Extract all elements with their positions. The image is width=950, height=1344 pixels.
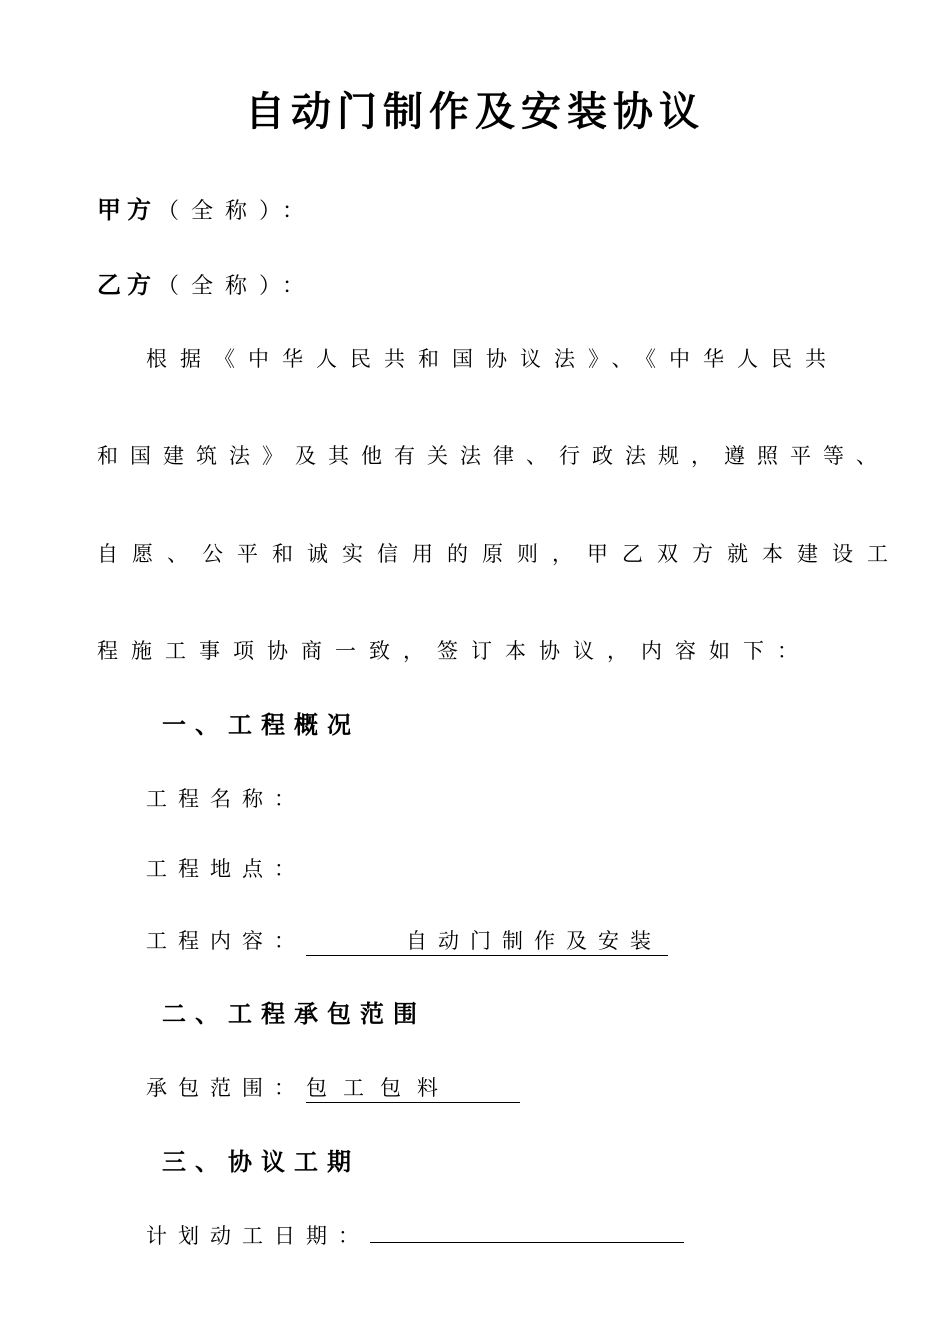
section-3-heading: 三、协议工期 [162,1148,360,1176]
start-date-field [146,1218,684,1250]
section-2-heading: 二、工程承包范围 [162,1000,426,1028]
party-b-label: 乙方 [97,271,157,299]
party-a-suffix: （全称）： [157,199,317,224]
start-date-blank [370,1218,684,1243]
project-content-label: 工程内容： [146,929,306,953]
intro-line-1: 根据《中华人民共和国协议法》、《中华人民共 [146,347,839,371]
section-1-heading: 一、工程概况 [162,711,360,739]
document-title: 自动门制作及安装协议 [245,89,705,135]
party-a-label: 甲方 [97,196,157,224]
start-date-label: 计划动工日期： [146,1224,370,1248]
project-content-field [146,925,668,956]
project-location-field [146,853,306,883]
intro-line-4: 程施工事项协商一致，签订本协议，内容如下： [97,639,811,663]
project-location-label: 工程地点： [146,857,306,881]
party-b-line [97,265,316,300]
scope-field [146,1072,520,1103]
party-a-line [97,190,316,225]
party-b-suffix: （全称）： [157,274,317,299]
intro-line-2: 和国建筑法》及其他有关法律、行政法规，遵照平等、 [97,444,889,468]
scope-label: 承包范围： [146,1076,306,1100]
project-name-label: 工程名称： [146,787,306,811]
scope-value: 包工包料 [306,1072,520,1103]
intro-line-3: 自愿、公平和诚实信用的原则，甲乙双方就本建设工 [97,542,902,566]
project-content-value: 自动门制作及安装 [306,925,668,956]
project-name-field [146,783,306,813]
